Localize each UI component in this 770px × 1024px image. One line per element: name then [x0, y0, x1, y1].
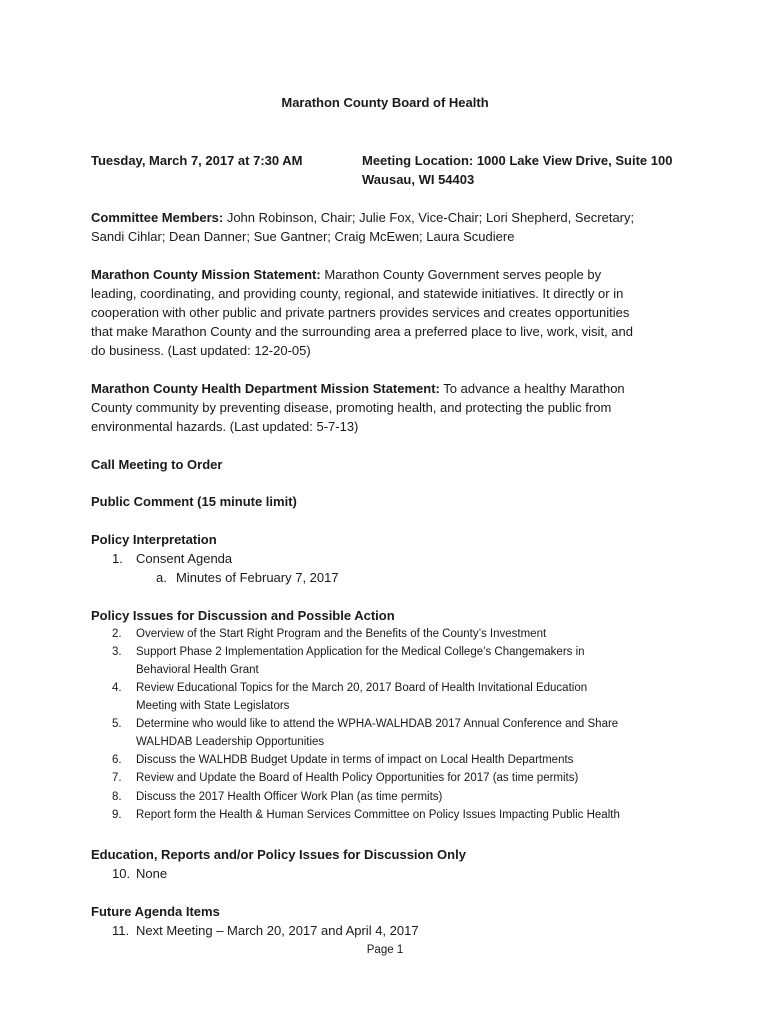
policy-interpretation-heading: Policy Interpretation — [91, 532, 217, 547]
agenda-item-number: 3. — [112, 646, 122, 658]
policy-issues-heading: Policy Issues for Discussion and Possible Action — [91, 608, 395, 623]
committee-members — [91, 208, 691, 246]
agenda-item-2 — [112, 625, 672, 643]
agenda-subitem-letter: a. — [156, 570, 167, 585]
agenda-item-11 — [112, 921, 419, 940]
agenda-item-number: 1. — [112, 551, 123, 566]
county-mission-label: Marathon County Mission Statement: — [91, 267, 321, 282]
health-mission-line1: To advance a healthy Marathon — [443, 381, 625, 396]
meeting-location-line1: Meeting Location: 1000 Lake View Drive, Suite 100 — [362, 153, 673, 168]
agenda-item-number: 4. — [112, 682, 122, 694]
document-title: Marathon County Board of Health — [281, 95, 489, 110]
agenda-item-7 — [112, 769, 672, 787]
agenda-item-9 — [112, 806, 672, 824]
county-mission-line5: do business. (Last updated: 12-20-05) — [91, 343, 311, 358]
agenda-item-8 — [112, 788, 672, 806]
agenda-item-number: 7. — [112, 772, 122, 784]
call-to-order-heading: Call Meeting to Order — [91, 457, 223, 472]
agenda-subitem-text: Minutes of February 7, 2017 — [176, 570, 339, 585]
agenda-item-text: Report form the Health & Human Services Committee on Policy Issues Impacting Public Health — [136, 809, 620, 821]
committee-text-line1: John Robinson, Chair; Julie Fox, Vice-Chair; Lori Shepherd, Secretary; — [226, 210, 635, 225]
agenda-item-10 — [112, 864, 167, 883]
agenda-item-text: Review and Update the Board of Health Policy Opportunities for 2017 (as time permits) — [136, 772, 579, 784]
agenda-item-3 — [112, 643, 672, 661]
agenda-item-text: Consent Agenda — [136, 551, 233, 566]
health-mission-label: Marathon County Health Department Mission Statement: — [91, 381, 440, 396]
agenda-item-4 — [112, 679, 672, 697]
county-mission-statement — [91, 265, 691, 360]
agenda-item-text: Discuss the WALHDB Budget Update in terms of impact on Local Health Departments — [136, 754, 574, 766]
agenda-item-number: 2. — [112, 628, 122, 640]
agenda-item-1 — [112, 549, 232, 568]
agenda-item-number: 10. — [112, 866, 131, 881]
county-mission-line4: that make Marathon County and the surrounding area a preferred place to live, work, visit, and — [91, 324, 633, 339]
agenda-item-text-continued: WALHDAB Leadership Opportunities — [136, 736, 325, 748]
county-mission-line1: Marathon County Government serves people by — [324, 267, 602, 282]
meeting-location-line2: Wausau, WI 54403 — [362, 172, 475, 187]
agenda-item-5 — [112, 715, 672, 733]
future-agenda-heading: Future Agenda Items — [91, 904, 220, 919]
agenda-item-text: Discuss the 2017 Health Officer Work Plan (as time permits) — [136, 791, 443, 803]
agenda-subitem-a — [156, 568, 339, 587]
agenda-item-text-continued: Behavioral Health Grant — [136, 664, 259, 676]
agenda-item-6 — [112, 751, 672, 769]
public-comment-heading: Public Comment (15 minute limit) — [91, 494, 297, 509]
agenda-item-text: Determine who would like to attend the WPHA-WALHDAB 2017 Annual Conference and Share — [136, 718, 619, 730]
meeting-date: Tuesday, March 7, 2017 at 7:30 AM — [91, 153, 303, 168]
agenda-item-number: 8. — [112, 791, 122, 803]
education-reports-heading: Education, Reports and/or Policy Issues for Discussion Only — [91, 847, 466, 862]
committee-text-line2: Sandi Cihlar; Dean Danner; Sue Gantner; Craig McEwen; Laura Scudiere — [91, 229, 515, 244]
agenda-item-number: 5. — [112, 718, 122, 730]
health-mission-statement — [91, 379, 691, 436]
agenda-item-text: Review Educational Topics for the March 20, 2017 Board of Health Invitational Education — [136, 682, 588, 694]
county-mission-line2: leading, coordinating, and providing county, regional, and statewide initiatives. It directly or in — [91, 286, 624, 301]
agenda-item-text: None — [136, 866, 168, 881]
agenda-item-number: 9. — [112, 809, 122, 821]
health-mission-line3: environmental hazards. (Last updated: 5-7-13) — [91, 419, 359, 434]
agenda-item-number: 6. — [112, 754, 122, 766]
agenda-item-text: Overview of the Start Right Program and the Benefits of the County’s Investment — [136, 628, 547, 640]
agenda-item-text-continued: Meeting with State Legislators — [136, 700, 290, 712]
agenda-item-number: 11. — [112, 923, 130, 938]
agenda-item-text: Support Phase 2 Implementation Application for the Medical College’s Changemakers in — [136, 646, 585, 658]
committee-label: Committee Members: — [91, 210, 224, 225]
health-mission-line2: County community by preventing disease, promoting health, and protecting the public from — [91, 400, 612, 415]
agenda-item-text: Next Meeting – March 20, 2017 and April 4, 2017 — [136, 923, 419, 938]
county-mission-line3: cooperation with other public and private partners provides services and creates opportunities — [91, 305, 630, 320]
page-number: Page 1 — [366, 944, 404, 956]
